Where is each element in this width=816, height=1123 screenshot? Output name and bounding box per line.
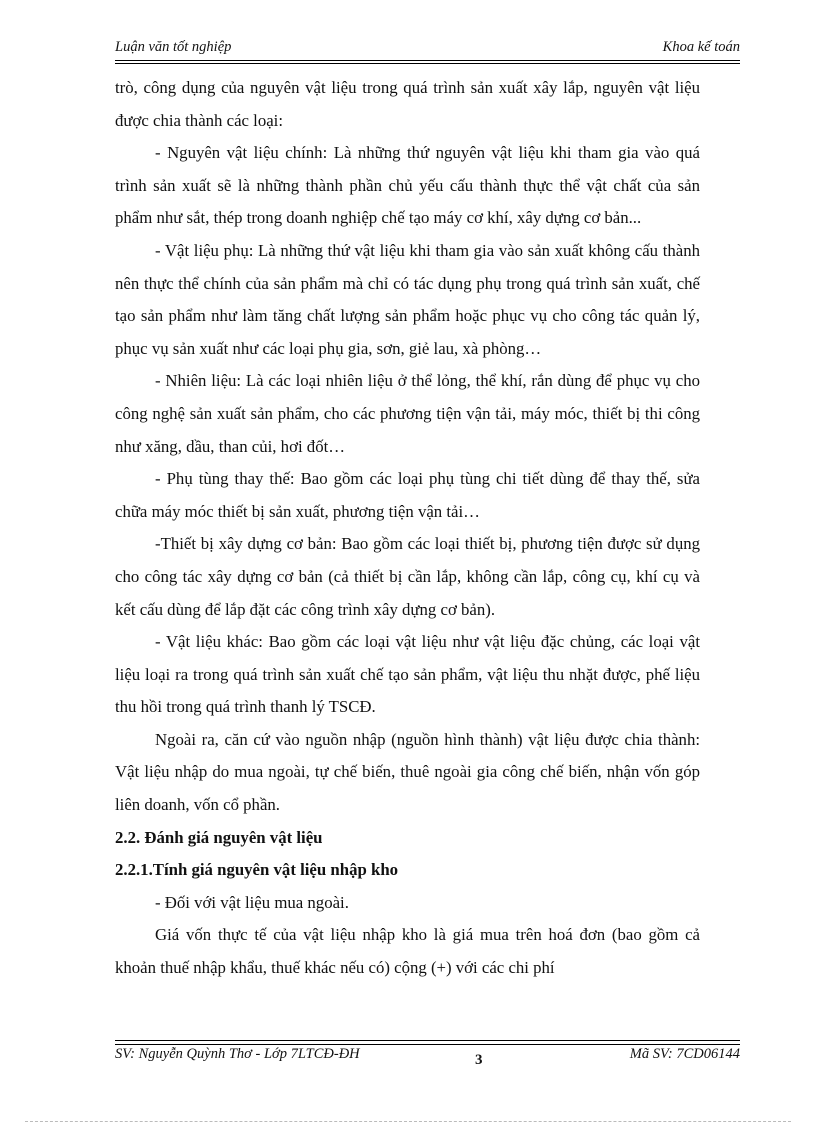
body-paragraph-sources: Ngoài ra, căn cứ vào nguồn nhập (nguồn hình thành) vật liệu được chia thành: Vật liệu nhập do mua ngoài, tự chế biến, thuê ngoài gia công chế biến, nhận vốn góp liên doanh, vốn cổ phần. — [115, 729, 700, 815]
body-paragraph-other-materials: - Vật liệu khác: Bao gồm các loại vật liệu như vật liệu đặc chủng, các loại vật liệu loại ra trong quá trình sản xuất chế tạo sản phẩm, vật liệu thu nhặt được, phế liệu thu hồi trong quá trình thanh lý TSCĐ. — [115, 632, 700, 717]
body-paragraph-spare-parts: - Phụ tùng thay thế: Bao gồm các loại phụ tùng chi tiết dùng để thay thế, sửa chữa máy móc thiết bị sản xuất, phương tiện vận tải… — [115, 469, 700, 521]
page-header — [115, 36, 740, 61]
body-paragraph-construction-equipment: -Thiết bị xây dựng cơ bản: Bao gồm các loại thiết bị, phương tiện được sử dụng cho công tác xây dựng cơ bản (cả thiết bị cần lắp, không cần lắp, công cụ, khí cụ và kết cấu dùng để lắp đặt các công trình xây dựng cơ bản). — [115, 534, 700, 619]
body-paragraph-fuel: - Nhiên liệu: Là các loại nhiên liệu ở thể lỏng, thể khí, rắn dùng để phục vụ cho công nghệ sản xuất sản phẩm, cho các phương tiện vận tải, máy móc, thiết bị thi công như xăng, dầu, than củi, hơi đốt… — [115, 371, 700, 456]
body-paragraph-auxiliary-materials: - Vật liệu phụ: Là những thứ vật liệu khi tham gia vào sản xuất không cấu thành nên thực thể chính của sản phẩm mà chỉ có tác dụng phụ trong quá trình sản xuất, chế tạo sản phẩm như làm tăng chất lượng sản phẩm hoặc phục vụ cho công tác quản lý, phục vụ sản xuất như các loại phụ gia, sơn, giẻ lau, xà phòng… — [115, 240, 700, 358]
page-footer — [115, 1046, 740, 1070]
page-bottom-border — [25, 1121, 791, 1122]
section-heading: 2.2. Đánh giá nguyên vật liệu — [115, 827, 323, 847]
footer-student: SV: Nguyễn Quỳnh Thơ - Lớp 7LTCĐ-ĐH — [115, 1046, 360, 1062]
document-body — [115, 72, 700, 985]
body-paragraph-main-materials: - Nguyên vật liệu chính: Là những thứ nguyên vật liệu khi tham gia vào quá trình sản xuất sẽ là những thành phần chủ yếu cấu thành thực thể vật chất của sản phẩm như sắt, thép trong doanh nghiệp chế tạo máy cơ khí, xây dựng cơ bản... — [115, 143, 700, 228]
page-number: 3 — [475, 1052, 483, 1068]
body-paragraph: trò, công dụng của nguyên vật liệu trong quá trình sản xuất xây lắp, nguyên vật liệu được chia thành các loại: — [115, 78, 700, 130]
subsection-heading: 2.2.1.Tính giá nguyên vật liệu nhập kho — [115, 860, 399, 880]
footer-student-id: Mã SV: 7CD06144 — [629, 1046, 740, 1062]
header-department: Khoa kế toán — [662, 39, 740, 55]
body-paragraph-cost: Giá vốn thực tế của vật liệu nhập kho là giá mua trên hoá đơn (bao gồm cả khoản thuế nhập khẩu, thuế khác nếu có) cộng (+) với các chi phí — [115, 925, 700, 978]
header-thesis-title: Luận văn tốt nghiệp — [115, 39, 232, 55]
body-paragraph-purchased: - Đối với vật liệu mua ngoài. — [155, 892, 349, 912]
footer-divider — [115, 1040, 740, 1045]
